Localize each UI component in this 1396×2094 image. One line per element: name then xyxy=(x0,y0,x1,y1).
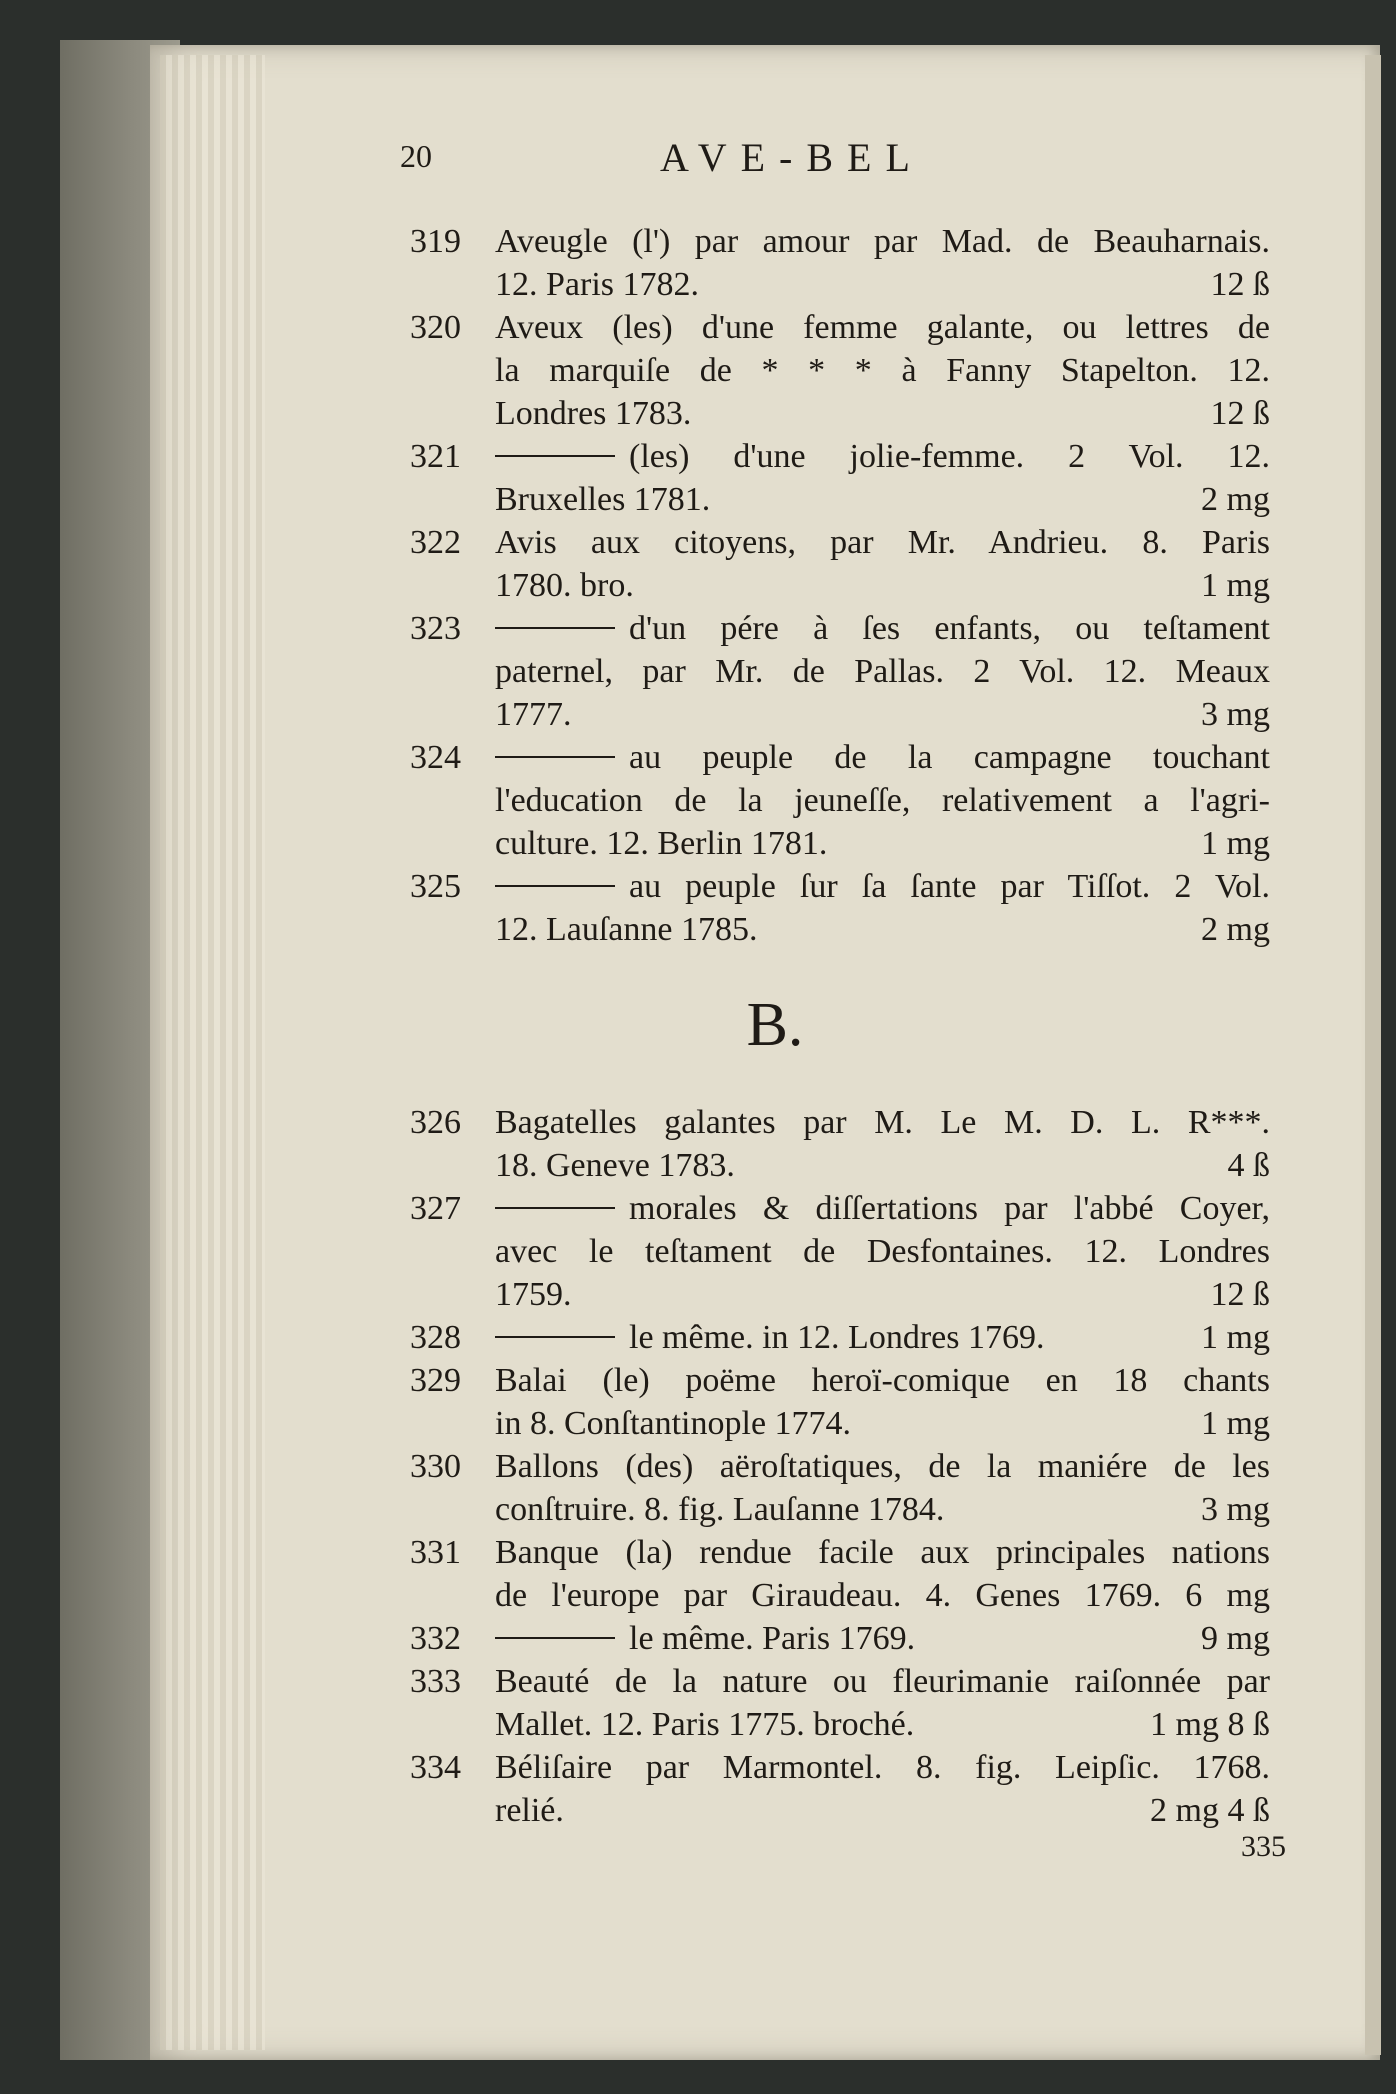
entry-line: le même. Paris 1769. 9 mg xyxy=(495,1617,1270,1660)
entry-price: 9 mg xyxy=(1201,1620,1270,1657)
catalog-entry xyxy=(410,607,1270,736)
ditto-dash xyxy=(495,756,615,758)
entry-line: le même. in 12. Londres 1769. 1 mg xyxy=(495,1316,1270,1359)
entry-line: 12. Paris 1782. 12 ß xyxy=(495,263,1270,306)
entry-line: (les) d'une jolie-femme. 2 Vol. 12. xyxy=(495,435,1270,478)
catalog-entry xyxy=(410,1187,1270,1316)
entries-b xyxy=(410,1101,1270,1832)
ditto-dash xyxy=(495,455,615,457)
catalog-entry xyxy=(410,1359,1270,1445)
entry-price: 2 mg 4 ß xyxy=(1150,1792,1270,1829)
catalog-entry xyxy=(410,1746,1270,1832)
catalog-entry xyxy=(410,736,1270,865)
entry-price: 1 mg xyxy=(1201,1319,1270,1356)
page-stack-edges xyxy=(160,55,265,2050)
entry-line: au peuple de la campagne touchant xyxy=(495,736,1270,779)
entry-price: 2 mg xyxy=(1201,911,1270,948)
entry-line: 1759. 12 ß xyxy=(495,1273,1270,1316)
section-letter: B. xyxy=(746,991,804,1059)
ditto-dash xyxy=(495,1336,615,1338)
entry-line: d'un pére à ſes enfants, ou teſtament xyxy=(495,607,1270,650)
catalog-entry xyxy=(410,1316,1270,1359)
entry-line: Aveugle (l') par amour par Mad. de Beauharnais. xyxy=(495,223,1270,260)
page-header xyxy=(400,130,1280,190)
entry-price: 4 ß xyxy=(1227,1147,1270,1184)
entry-line: Beauté de la nature ou fleurimanie raiſonnée par xyxy=(495,1663,1270,1700)
page-right-edge xyxy=(1365,55,1381,2055)
entry-line: Londres 1783. 12 ß xyxy=(495,392,1270,435)
entry-number: 326 xyxy=(410,1104,461,1141)
entry-line: Avis aux citoyens, par Mr. Andrieu. 8. Paris xyxy=(495,524,1270,561)
entry-line: Aveux (les) d'une femme galante, ou lettres de xyxy=(495,309,1270,346)
entry-line: avec le teſtament de Desfontaines. 12. Londres xyxy=(495,1233,1270,1270)
entry-number: 327 xyxy=(410,1190,461,1227)
entry-line: paternel, par Mr. de Pallas. 2 Vol. 12. Meaux xyxy=(495,653,1270,690)
entry-number: 320 xyxy=(410,309,461,346)
entry-number: 321 xyxy=(410,438,461,475)
ditto-dash xyxy=(495,885,615,887)
entry-line: au peuple ſur ſa ſante par Tiſſot. 2 Vol. xyxy=(495,865,1270,908)
catalog-entry xyxy=(410,1531,1270,1617)
entry-line: in 8. Conſtantinople 1774. 1 mg xyxy=(495,1402,1270,1445)
entry-number: 330 xyxy=(410,1448,461,1485)
entry-line: l'education de la jeuneſſe, relativement a l'agri- xyxy=(495,782,1270,819)
entry-line: Bagatelles galantes par M. Le M. D. L. R***. xyxy=(495,1104,1270,1141)
catalog-entry xyxy=(410,435,1270,521)
entry-price: 12 ß xyxy=(1210,395,1270,432)
entry-price: 2 mg xyxy=(1201,481,1270,518)
entry-line: Ballons (des) aëroſtatiques, de la maniére de les xyxy=(495,1448,1270,1485)
catalog-entry xyxy=(410,865,1270,951)
entry-line: 1777. 3 mg xyxy=(495,693,1270,736)
ditto-dash xyxy=(495,627,615,629)
entry-line: conſtruire. 8. fig. Lauſanne 1784. 3 mg xyxy=(495,1488,1270,1531)
entry-line: Bruxelles 1781. 2 mg xyxy=(495,478,1270,521)
entry-line: 18. Geneve 1783. 4 ß xyxy=(495,1144,1270,1187)
entry-line: Banque (la) rendue facile aux principales nations xyxy=(495,1534,1270,1571)
entry-price: 12 ß xyxy=(1210,1276,1270,1313)
entry-price: 1 mg xyxy=(1201,1405,1270,1442)
entry-number: 329 xyxy=(410,1362,461,1399)
entry-price: 1 mg xyxy=(1201,825,1270,862)
entry-number: 332 xyxy=(410,1620,461,1657)
entry-line: culture. 12. Berlin 1781. 1 mg xyxy=(495,822,1270,865)
page-number: 20 xyxy=(400,138,432,174)
entry-number: 322 xyxy=(410,524,461,561)
entry-number: 334 xyxy=(410,1749,461,1786)
entry-line: morales & diſſertations par l'abbé Coyer, xyxy=(495,1187,1270,1230)
entry-line: Balai (le) poëme heroï-comique en 18 chants xyxy=(495,1362,1270,1399)
entry-line: Mallet. 12. Paris 1775. broché. 1 mg 8 ß xyxy=(495,1703,1270,1746)
catalog-entry xyxy=(410,521,1270,607)
entry-number: 328 xyxy=(410,1319,461,1356)
entry-price: 1 mg 8 ß xyxy=(1150,1706,1270,1743)
entry-number: 319 xyxy=(410,223,461,260)
entry-line: relié. 2 mg 4 ß xyxy=(495,1789,1270,1832)
catalog-entry xyxy=(410,1660,1270,1746)
entry-number: 324 xyxy=(410,739,461,776)
catalog-entry xyxy=(410,1617,1270,1660)
entry-number: 323 xyxy=(410,610,461,647)
catalog-entry xyxy=(410,1101,1270,1187)
ditto-dash xyxy=(495,1207,615,1209)
catalog-entry xyxy=(410,220,1270,306)
catalog-list xyxy=(410,220,1270,1832)
entry-line: de l'europe par Giraudeau. 4. Genes 1769. 6 mg xyxy=(495,1577,1270,1614)
catalog-entry xyxy=(410,1445,1270,1531)
entry-line: 1780. bro. 1 mg xyxy=(495,564,1270,607)
entry-line: 12. Lauſanne 1785. 2 mg xyxy=(495,908,1270,951)
entries-a xyxy=(410,220,1270,951)
entry-number: 325 xyxy=(410,868,461,905)
entry-number: 333 xyxy=(410,1663,461,1700)
entry-price: 12 ß xyxy=(1210,266,1270,303)
catalog-entry xyxy=(410,306,1270,435)
entry-line: la marquiſe de * * * à Fanny Stapelton. 12. xyxy=(495,352,1270,389)
entry-line: Béliſaire par Marmontel. 8. fig. Leipſic. 1768. xyxy=(495,1749,1270,1786)
entry-number: 331 xyxy=(410,1534,461,1571)
entry-price: 1 mg xyxy=(1201,567,1270,604)
catchword: 335 xyxy=(1241,1830,1286,1863)
entry-price: 3 mg xyxy=(1201,1491,1270,1528)
ditto-dash xyxy=(495,1637,615,1639)
entry-price: 3 mg xyxy=(1201,696,1270,733)
running-title: AVE-BEL xyxy=(660,135,924,180)
